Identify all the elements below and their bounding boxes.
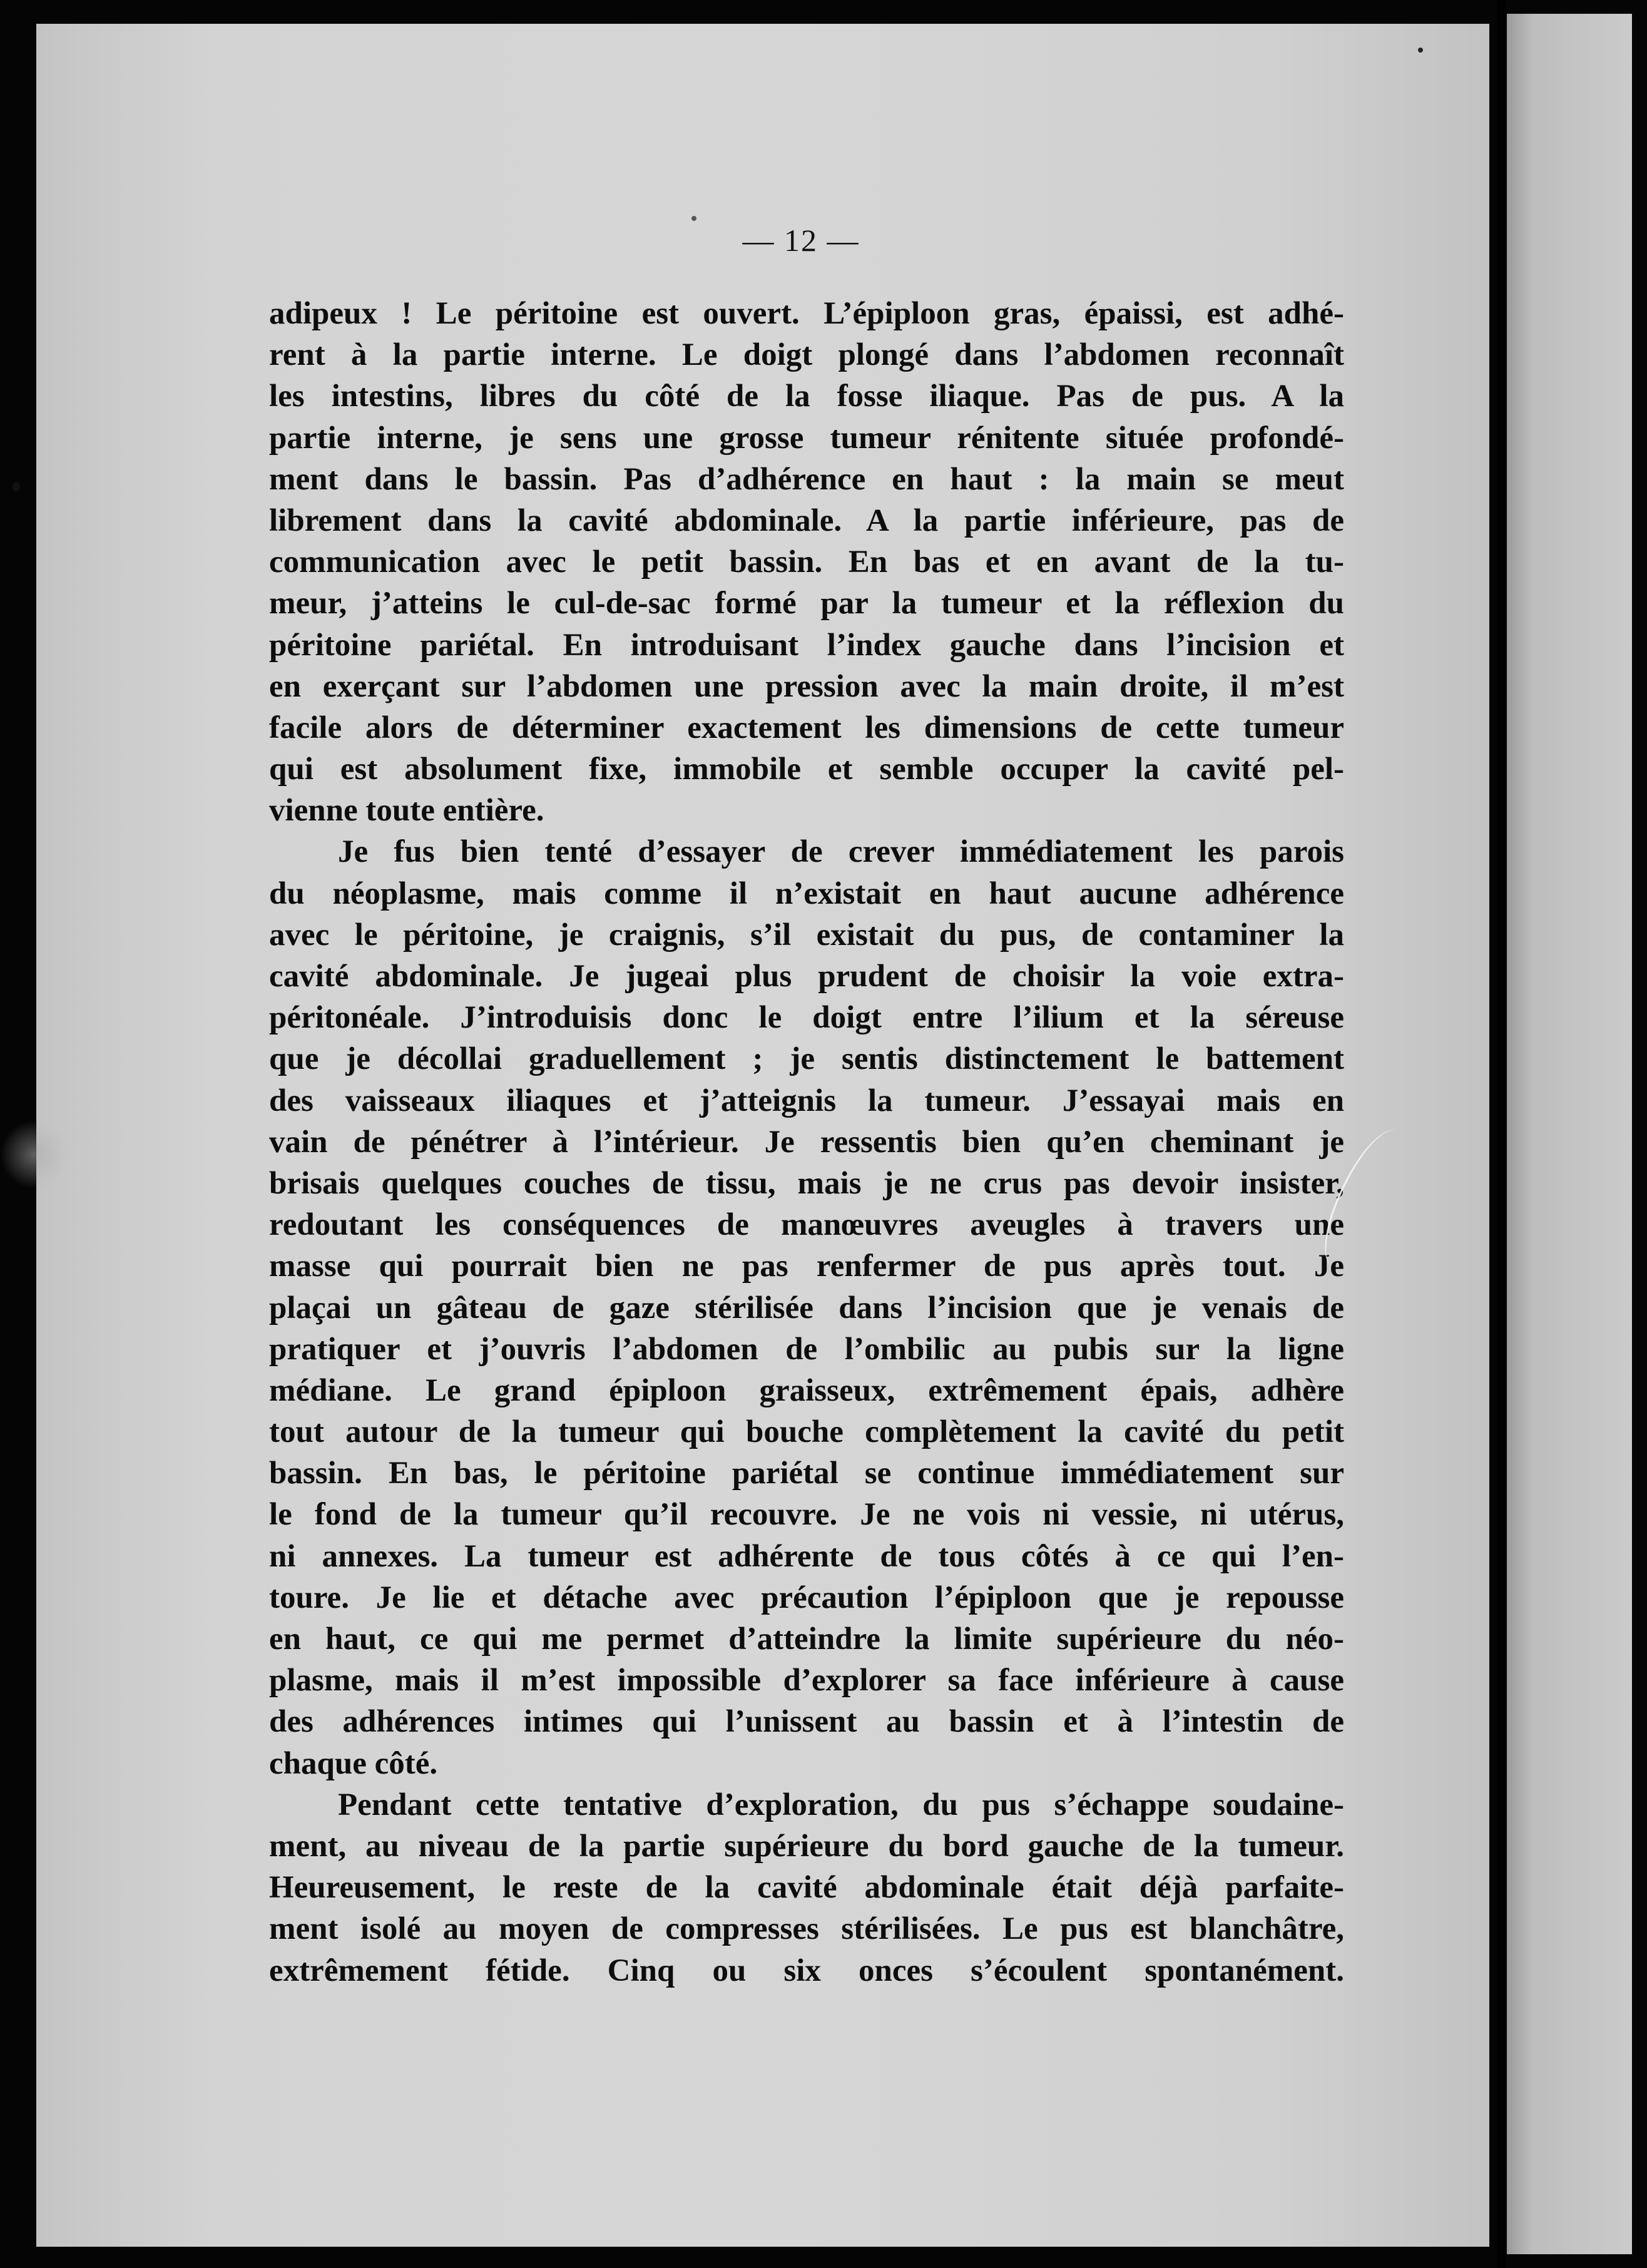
text-line: librement dans la cavité abdominale. A la partie inférieure, pas de [269, 503, 1344, 538]
text-line: du néoplasme, mais comme il n’existait en haut aucune adhérence [269, 876, 1344, 911]
text-line: bassin. En bas, le péritoine pariétal se continue immédiatement sur [269, 1456, 1344, 1491]
text-line: rent à la partie interne. Le doigt plongé dans l’abdomen reconnaît [269, 337, 1344, 373]
dust-speck [1418, 48, 1423, 53]
text-line: vienne toute entière. [269, 793, 544, 829]
text-line: plasme, mais il m’est impossible d’explorer sa face inférieure à cause [269, 1663, 1344, 1698]
scan-light-spot [0, 1120, 69, 1189]
text-line: meur, j’atteins le cul-de-sac formé par la tumeur et la réflexion du [269, 586, 1344, 621]
text-line: ment isolé au moyen de compresses stérilisées. Le pus est blanchâtre, [269, 1911, 1344, 1947]
text-line: des vaisseaux iliaques et j’atteignis la tumeur. J’essayai mais en [269, 1083, 1344, 1118]
text-line: péritoine pariétal. En introduisant l’index gauche dans l’incision et [269, 627, 1344, 663]
text-line: médiane. Le grand épiploon graisseux, extrêmement épais, adhère [269, 1372, 1344, 1408]
text-line: péritonéale. J’introduisis donc le doigt entre l’ilium et la séreuse [269, 1000, 1344, 1036]
text-line: ni annexes. La tumeur est adhérente de tous côtés à ce qui l’en- [269, 1538, 1344, 1574]
text-line: extrêmement fétide. Cinq ou six onces s’écoulent spontanément. [269, 1953, 1344, 1988]
text-line: des adhérences intimes qui l’unissent au bassin et à l’intestin de [269, 1704, 1344, 1740]
text-line: en exerçant sur l’abdomen une pression avec la main droite, il m’est [269, 668, 1344, 704]
text-line: facile alors de déterminer exactement les dimensions de cette tumeur [269, 710, 1344, 745]
text-line: ment dans le bassin. Pas d’adhérence en haut : la main se meut [269, 461, 1344, 497]
text-line: que je décollai graduellement ; je sentis distinctement le battement [269, 1041, 1344, 1077]
text-line: avec le péritoine, je craignis, s’il existait du pus, de contaminer la [269, 917, 1344, 953]
text-line: cavité abdominale. Je jugeai plus prudent de choisir la voie extra- [269, 959, 1344, 994]
text-line: brisais quelques couches de tissu, mais je ne crus pas devoir insister, [269, 1165, 1344, 1201]
text-line: chaque côté. [269, 1745, 438, 1781]
text-line: le fond de la tumeur qu’il recouvre. Je ne vois ni vessie, ni utérus, [269, 1497, 1344, 1533]
body-text [269, 293, 1344, 1991]
text-line: vain de pénétrer à l’intérieur. Je ressentis bien qu’en cheminant je [269, 1124, 1344, 1160]
text-line: communication avec le petit bassin. En bas et en avant de la tu- [269, 544, 1344, 580]
dust-speck [691, 216, 696, 221]
adjacent-page-edge [1507, 14, 1632, 2254]
text-line: redoutant les conséquences de manœuvres aveugles à travers une [269, 1207, 1344, 1243]
text-line: ment, au niveau de la partie supérieure du bord gauche de la tumeur. [269, 1828, 1344, 1864]
text-line: pratiquer et j’ouvris l’abdomen de l’ombilic au pubis sur la ligne [269, 1331, 1344, 1367]
text-line: tout autour de la tumeur qui bouche complètement la cavité du petit [269, 1414, 1344, 1450]
text-line: Pendant cette tentative d’exploration, du pus s’échappe soudaine- [338, 1787, 1344, 1822]
text-line: en haut, ce qui me permet d’atteindre la limite supérieure du néo- [269, 1622, 1344, 1657]
text-line: partie interne, je sens une grosse tumeur rénitente située profondé- [269, 420, 1344, 456]
text-line: Je fus bien tenté d’essayer de crever immédiatement les parois [338, 834, 1344, 870]
dust-speck [13, 482, 20, 492]
text-line: plaçai un gâteau de gaze stérilisée dans l’incision que je venais de [269, 1290, 1344, 1326]
book-gutter [1497, 0, 1506, 2268]
text-line: toure. Je lie et détache avec précaution l’épiploon que je repousse [269, 1580, 1344, 1615]
text-line: adipeux ! Le péritoine est ouvert. L’épiploon gras, épaissi, est adhé- [269, 296, 1344, 331]
text-line: les intestins, libres du côté de la fosse iliaque. Pas de pus. A la [269, 379, 1344, 414]
page-number: — 12 — [742, 223, 860, 258]
text-line: Heureusement, le reste de la cavité abdominale était déjà parfaite- [269, 1870, 1344, 1906]
text-line: masse qui pourrait bien ne pas renfermer de pus après tout. Je [269, 1249, 1344, 1284]
text-line: qui est absolument fixe, immobile et semble occuper la cavité pel- [269, 752, 1344, 787]
